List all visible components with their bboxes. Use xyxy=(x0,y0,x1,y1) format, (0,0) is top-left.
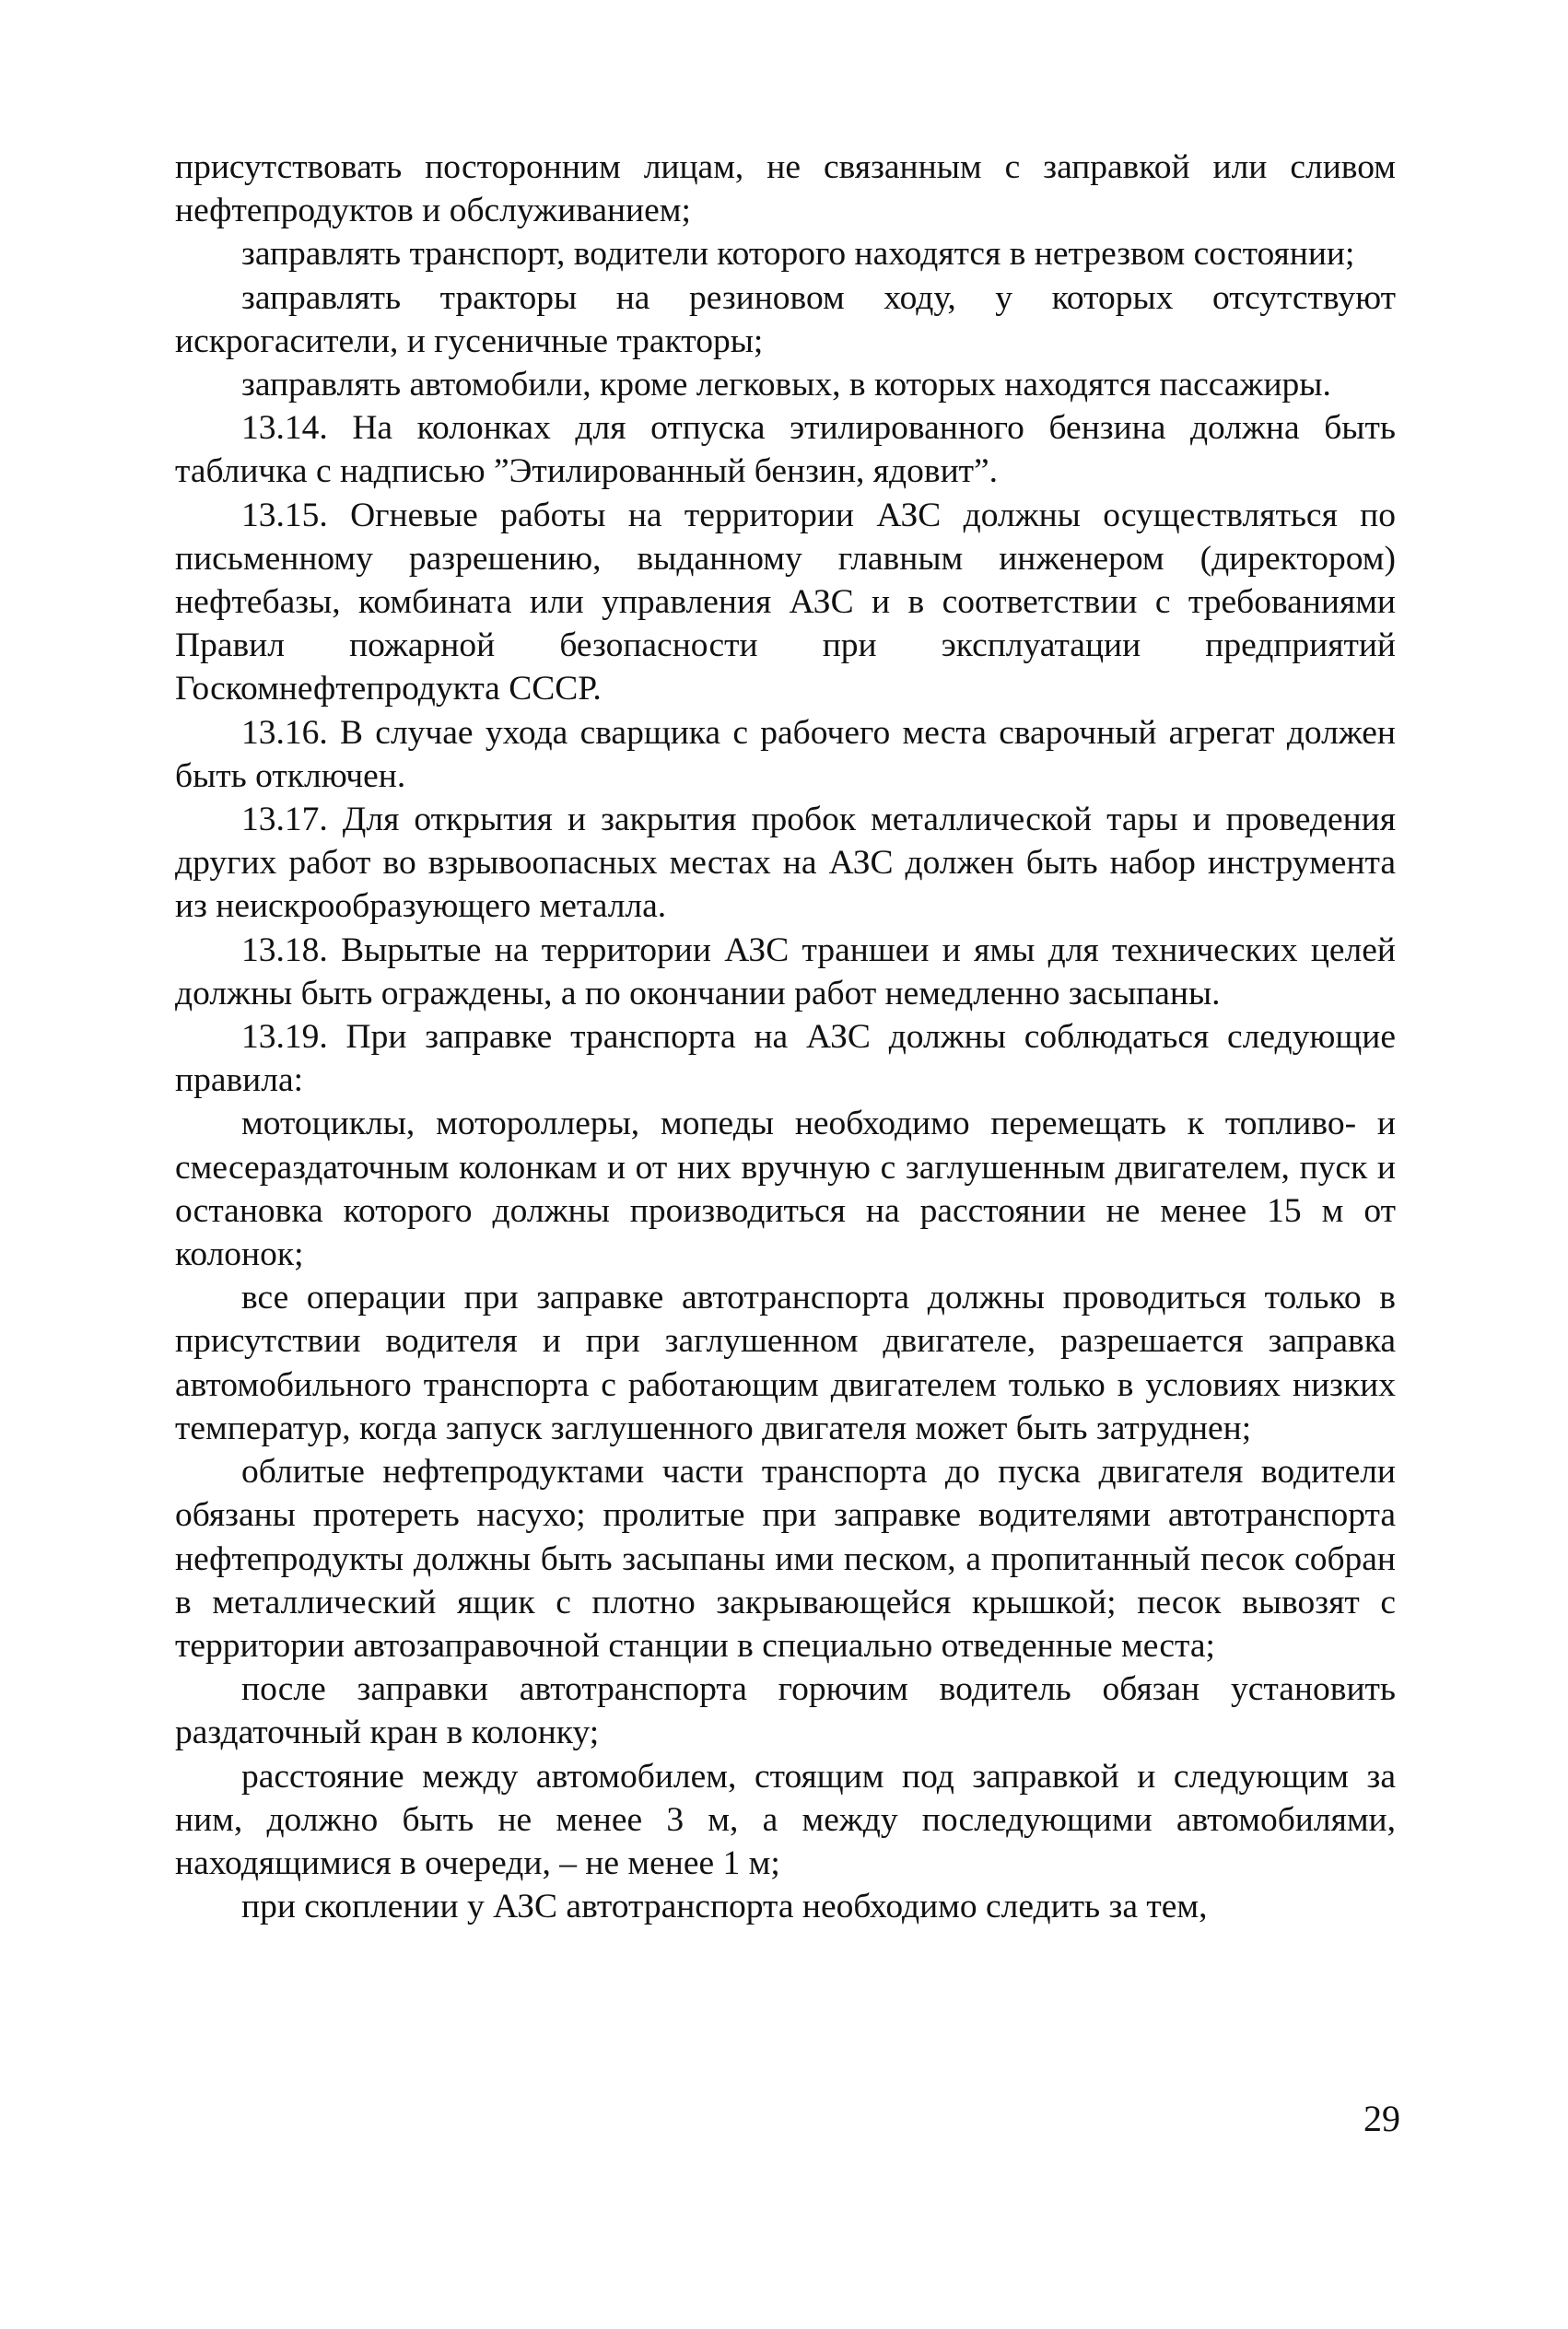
paragraph-13-18: 13.18. Вырытые на территории АЗС траншеи и ямы для технических целей должны быть ограждены, а по окончании работ немедленно засыпаны. xyxy=(175,930,1396,1012)
page-body xyxy=(175,146,1396,1928)
rule-distance: расстояние между автомобилем, стоящим под заправкой и следующим за ним, должно быть не менее 3 м, а между последующими автомобилями, находящимися в очереди, – не менее 1 м; xyxy=(175,1757,1396,1882)
paragraph-13-17: 13.17. Для открытия и закрытия пробок металлической тары и проведения других работ во взрывоопасных местах на АЗС должен быть набор инструмента из неискрообразующего металла. xyxy=(175,801,1396,926)
paragraph-13-15: 13.15. Огневые работы на территории АЗС должны осуществляться по письменному разрешению, выданному главным инженером (директором) нефтебазы, комбината или управления АЗС и в соответствии с требованиями Правил пожарной безопасности при эксплуатации предприятий Госкомнефтепродукта СССР. xyxy=(175,496,1396,708)
paragraph-13-19: 13.19. При заправке транспорта на АЗС должны соблюдаться следующие правила: xyxy=(175,1018,1396,1100)
paragraph-13-16: 13.16. В случае ухода сварщика с рабочего места сварочный агрегат должен быть отключен. xyxy=(175,713,1396,795)
paragraph-3: заправлять тракторы на резиновом ходу, у которых отсутствуют искрогасители, и гусеничные тракторы; xyxy=(175,278,1396,360)
page-number: 29 xyxy=(1363,2098,1400,2139)
paragraph-2: заправлять транспорт, водители которого находятся в нетрезвом состоянии; xyxy=(241,235,1355,274)
paragraph-1: присутствовать посторонним лицам, не связанным с заправкой или сливом нефтепродуктов и обслуживанием; xyxy=(175,148,1396,230)
paragraph-4: заправлять автомобили, кроме легковых, в которых находятся пассажиры. xyxy=(241,366,1331,404)
rule-congestion: при скоплении у АЗС автотранспорта необходимо следить за тем, xyxy=(241,1888,1208,1926)
rule-driver-present: все операции при заправке автотранспорта должны проводиться только в присутствии водителя и при заглушенном двигателе, разрешается заправка автомобильного транспорта с работающим двигателем только в условиях низких температур, когда запуск заглушенного двигателя может быть затруднен; xyxy=(175,1279,1396,1447)
rule-nozzle-return: после заправки автотранспорта горючим водитель обязан установить раздаточный кран в колонку; xyxy=(175,1670,1396,1752)
rule-spilled-fuel: облитые нефтепродуктами части транспорта до пуска двигателя водители обязаны протереть насухо; пролитые при заправке водителями автотранспорта нефтепродукты должны быть засыпаны ими песком, а пропитанный песок собран в металлический ящик с плотно закрывающейся крышкой; песок вывозят с территории автозаправочной станции в специально отведенные места; xyxy=(175,1453,1396,1665)
rule-motorcycles: мотоциклы, мотороллеры, мопеды необходимо перемещать к топливо- и смесераздаточным колонкам и от них вручную с заглушенным двигателем, пуск и остановка которого должны производиться на расстоянии не менее 15 м от колонок; xyxy=(175,1105,1396,1274)
paragraph-13-14: 13.14. На колонках для отпуска этилированного бензина должна быть табличка с надписью ”Этилированный бензин, ядовит”. xyxy=(175,409,1396,491)
